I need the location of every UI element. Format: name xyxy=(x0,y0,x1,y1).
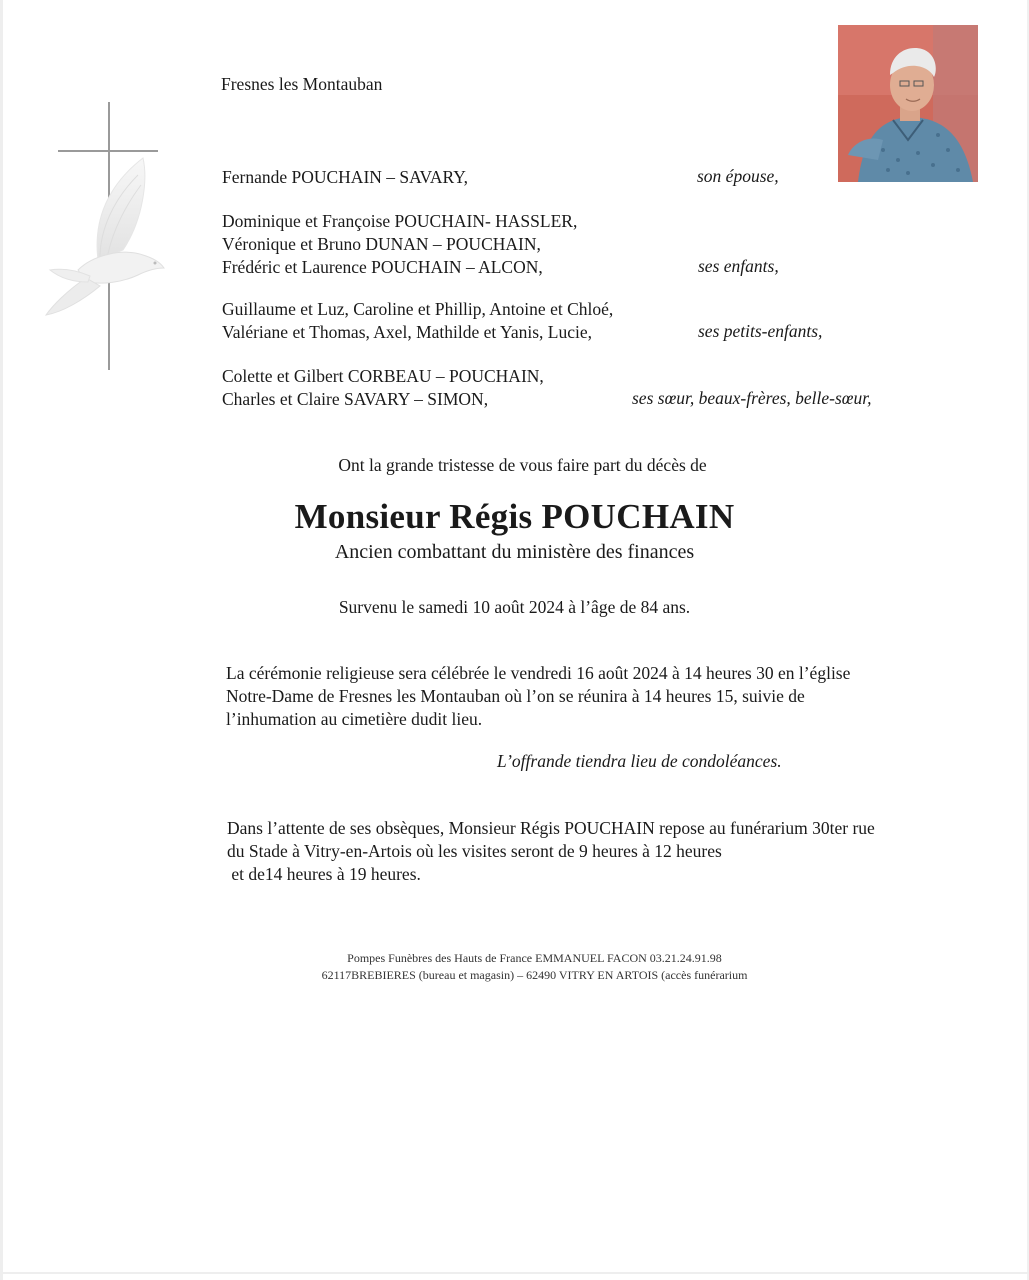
death-info: Survenu le samedi 10 août 2024 à l’âge de 84 ans. xyxy=(338,597,691,617)
visitation-line: et de14 heures à 19 heures. xyxy=(227,864,421,884)
ceremony-line: l’inhumation au cimetière dudit lieu. xyxy=(226,709,483,729)
family-name-line: Dominique et Françoise POUCHAIN- HASSLER, xyxy=(222,211,578,231)
ceremony-line: Notre-Dame de Fresnes les Montauban où l’on se réunira à 14 heures 15, suivie de xyxy=(226,686,805,706)
family-group-children-names xyxy=(222,210,577,279)
family-name-line: Frédéric et Laurence POUCHAIN – ALCON, xyxy=(222,257,543,277)
relation-grandchildren: ses petits-enfants, xyxy=(698,321,823,341)
ceremony-line: La cérémonie religieuse sera célébrée le vendredi 16 août 2024 à 14 heures 30 en l’église xyxy=(226,663,851,683)
family-group-siblings-names xyxy=(222,365,544,411)
relation-siblings: ses sœur, beaux-frères, belle-sœur, xyxy=(632,388,872,408)
family-group-spouse-names xyxy=(222,166,468,189)
family-name-line: Guillaume et Luz, Caroline et Phillip, Antoine et Chloé, xyxy=(222,299,614,319)
family-name-line: Charles et Claire SAVARY – SIMON, xyxy=(222,389,489,409)
location-header: Fresnes les Montauban xyxy=(221,74,383,94)
visitation-line: Dans l’attente de ses obsèques, Monsieur Régis POUCHAIN repose au funérarium 30ter rue xyxy=(227,818,875,838)
visitation-line: du Stade à Vitry-en-Artois où les visites seront de 9 heures à 12 heures xyxy=(227,841,722,861)
footer-company: Pompes Funèbres des Hauts de France EMMANUEL FACON 03.21.24.91.98 xyxy=(347,951,722,965)
deceased-name: Monsieur Régis POUCHAIN xyxy=(294,497,735,536)
offering-note: L’offrande tiendra lieu de condoléances. xyxy=(497,751,782,771)
family-group-grandchildren-names xyxy=(222,298,613,344)
ceremony-paragraph xyxy=(226,662,850,731)
dove-icon xyxy=(38,150,173,320)
family-name-line: Colette et Gilbert CORBEAU – POUCHAIN, xyxy=(222,366,544,386)
relation-children: ses enfants, xyxy=(698,256,779,276)
announcement-intro: Ont la grande tristesse de vous faire part du décès de xyxy=(338,455,707,475)
portrait-photo xyxy=(838,25,978,182)
family-name-line: Fernande POUCHAIN – SAVARY, xyxy=(222,167,469,187)
visitation-paragraph xyxy=(227,817,875,886)
family-name-line: Valériane et Thomas, Axel, Mathilde et Yanis, Lucie, xyxy=(222,322,593,342)
scan-edge-left xyxy=(0,0,3,1280)
relation-spouse: son épouse, xyxy=(697,166,779,186)
family-name-line: Véronique et Bruno DUNAN – POUCHAIN, xyxy=(222,234,541,254)
footer-address: 62117BREBIERES (bureau et magasin) – 62490 VITRY EN ARTOIS (accès funérarium xyxy=(321,968,748,982)
deceased-title: Ancien combattant du ministère des finances xyxy=(334,541,695,563)
scan-edge-bottom xyxy=(0,1272,1029,1274)
